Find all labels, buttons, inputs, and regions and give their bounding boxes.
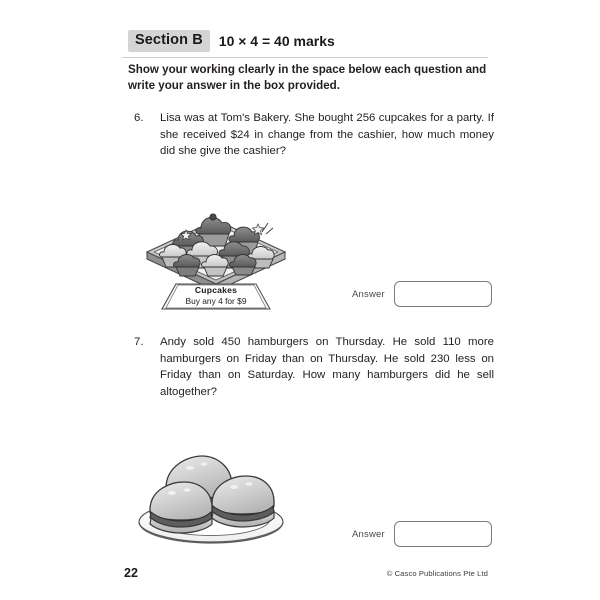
answer-label-6: Answer	[352, 288, 385, 300]
answer-box-6[interactable]	[394, 281, 492, 307]
copyright-notice: © Casco Publications Pte Ltd	[386, 569, 488, 578]
question-6-text: Lisa was at Tom's Bakery. She bought 256 cupcakes for a party. If she received $24 in change from the cashier, how much money did she give the cashier?	[160, 112, 494, 158]
burger-front	[150, 482, 212, 533]
cupcake-sign-title: Cupcakes	[194, 285, 238, 295]
cupcake-price-sign	[162, 284, 270, 309]
section-badge: Section B	[128, 30, 210, 52]
answer-label-7: Answer	[352, 528, 385, 540]
page-number: 22	[124, 566, 138, 580]
cupcakes-tray-illustration	[142, 196, 290, 310]
answer-box-7[interactable]	[394, 521, 492, 547]
answer-row-question-7	[352, 521, 492, 547]
instruction-text: Show your working clearly in the space below each question and write your answer in the box provided.	[128, 63, 487, 93]
question-7-text: Andy sold 450 hamburgers on Thursday. He sold 110 more hamburgers on Friday than on Thursday. He sold 230 less on Friday than on Saturday. How many hamburgers did he sell altogether?	[160, 336, 494, 398]
burger-right	[212, 476, 274, 527]
section-marks-label: 10 × 4 = 40 marks	[218, 33, 335, 49]
cupcake-sign-subtitle: Buy any 4 for $9	[185, 296, 247, 306]
question-7-number: 7.	[134, 336, 144, 348]
question-6	[134, 110, 494, 160]
answer-row-question-6	[352, 281, 492, 307]
section-header	[128, 30, 488, 52]
cupcake-cluster	[160, 214, 275, 276]
hamburgers-plate-illustration	[132, 442, 290, 548]
question-7	[134, 334, 494, 400]
header-divider	[122, 57, 488, 58]
question-6-number: 6.	[134, 112, 144, 124]
